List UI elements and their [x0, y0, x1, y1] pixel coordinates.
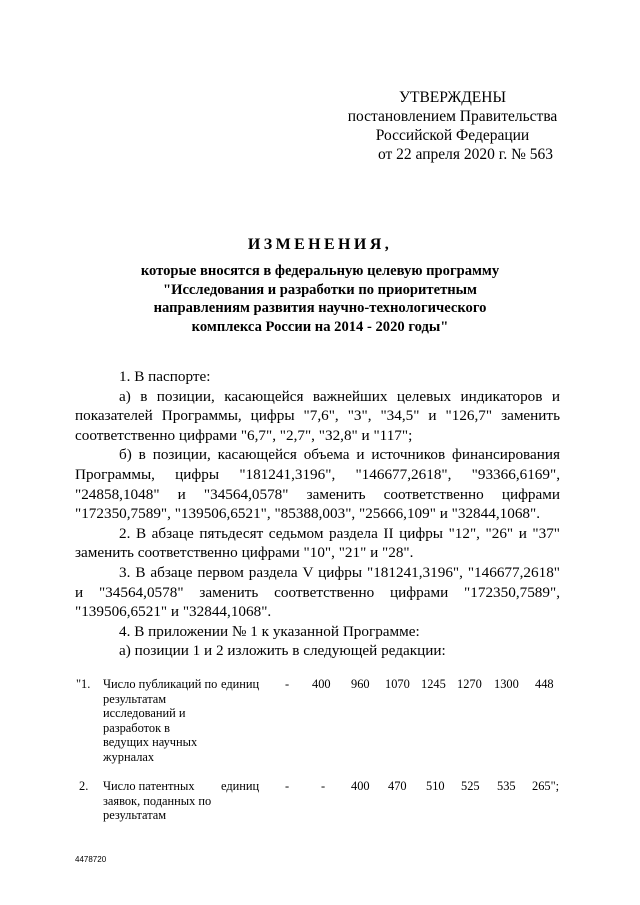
document-body	[75, 367, 560, 661]
value-cell: 470	[388, 779, 407, 793]
subtitle-line: "Исследования и разработки по приоритетным	[163, 281, 477, 298]
value-cell: -	[321, 779, 326, 793]
document-subtitle	[100, 262, 540, 336]
value-cell: 1270	[457, 677, 482, 691]
paragraph-1b: б) в позиции, касающейся объема и источников финансирования Программы, цифры "181241,3196", "146677,2618", "93366,6169", "24858,1048" и "34564,0578" заменить соответственно цифрами "172350,7589", "139506,6521", "85388,003", "25666,109" и "32844,1068".	[75, 446, 560, 523]
paragraph-1: 1. В паспорте:	[119, 368, 211, 385]
value-cell: 1070	[385, 677, 410, 691]
row-number: 2.	[79, 779, 89, 793]
subtitle-line: которые вносятся в федеральную целевую программу	[140, 263, 500, 279]
indicator-name: Число публикаций по результатам исследований и разработок в ведущих научных журналах	[103, 677, 218, 764]
value-cell: 448	[535, 677, 554, 691]
value-cell: 1300	[494, 677, 519, 691]
value-cell: 525	[461, 779, 480, 793]
approval-status: УТВЕРЖДЕНЫ	[399, 89, 506, 106]
paragraph-1a: а) в позиции, касающейся важнейших целевых индикаторов и показателей Программы, цифры "7,6", "3", "34,5" и "126,7" заменить соответственно цифрами "6,7", "2,7", "32,8" и "117";	[75, 387, 560, 444]
value-cell: 400	[312, 677, 331, 691]
value-cell: 510	[426, 779, 445, 793]
row-number: "1.	[76, 677, 91, 691]
approval-authority: Российской Федерации	[375, 127, 530, 144]
unit-cell: единиц	[221, 779, 260, 793]
approval-date: от 22 апреля 2020 г. № 563	[377, 146, 554, 163]
value-cell: 265";	[532, 779, 560, 793]
unit-cell: единиц	[221, 677, 260, 691]
paragraph-4: 4. В приложении № 1 к указанной Программе:	[119, 622, 420, 640]
document-title: ИЗМЕНЕНИЯ,	[247, 236, 393, 253]
paragraph-2: 2. В абзаце пятьдесят седьмом раздела II цифры "12", "26" и "37" заменить соответственно цифрами "10", "21" и "28".	[75, 524, 560, 562]
value-cell: 1245	[421, 677, 446, 691]
value-cell: -	[285, 677, 290, 691]
document-id: 4478720	[75, 855, 107, 864]
approval-block	[330, 88, 575, 164]
subtitle-line: направлениям развития научно-технологического	[153, 300, 487, 317]
paragraph-4a: а) позиции 1 и 2 изложить в следующей редакции:	[119, 642, 446, 660]
subtitle-line: комплекса России на 2014 - 2020 годы"	[191, 318, 449, 335]
indicator-name: Число патентных заявок, поданных по результатам	[103, 779, 212, 823]
approval-by: постановлением Правительства	[347, 108, 558, 125]
value-cell: -	[285, 779, 290, 793]
value-cell: 535	[497, 779, 516, 793]
paragraph-3: 3. В абзаце первом раздела V цифры "181241,3196", "146677,2618" и "34564,0578" заменить соответственно цифрами "172350,7589", "139506,6521" и "32844,1068".	[75, 563, 560, 621]
value-cell: 400	[351, 779, 370, 793]
value-cell: 960	[351, 677, 370, 691]
